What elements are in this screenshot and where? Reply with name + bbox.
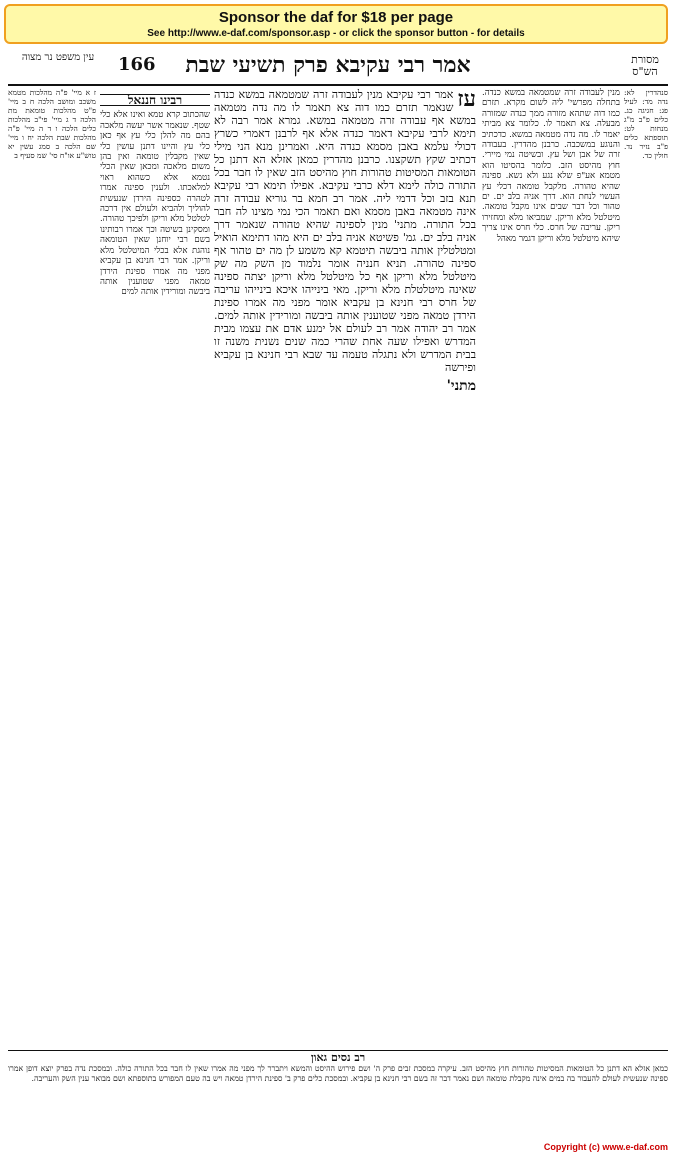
rashi-column: [482, 88, 620, 244]
rashi-text: מנין לעבודה זרה שמטמאה במשא כנדה. בתחלה מפרשי' ליה לשום מקרא. תזרם כמו דוה שתהא מזורה ממך כנדה שמזורה מבעלה. צא תאמר לו. כלומר צא מביתי יאמר לו. מה נדה מטמאה במשא. כדכתיב והנוגע במשכבה. כרבנן מהדרין. בעבודה זרה של אבן ושל עץ. ובשיטה נמי מיירי. חוץ מהיסט הזב. כלומר בהסיטו הוא מטמא אע"פ שלא נגע ולא נשא. ספינה שהיא טהורה. מלקבל טומאה דכלי עץ העשוי לנחת הוא. דרך אניה בלב ים. ים טהור וכל דבר שבים אינו מקבל טומאה. מיטלטל מלא וריקן. שמביאו מלא ומחזירו ריקן. עריבה של חרס. כלי חרס אינו צריך שיהא מיטלטל מלא וריקן דגמר מאהל: [482, 88, 620, 244]
folio-number: 166: [118, 54, 156, 75]
rav-nissim-gaon-section: [8, 1050, 668, 1121]
rav-nissim-gaon-text: כמאן אזלא הא דתנן כל הטומאות המסיטות טהורות חוץ מהיסט הזב. עיקרה במסכת זבים פרק ה' ושם פירוש ההיסט והמשא ויתברר לך מפני מה אמרו שאין לו חבר בכל התורה כולה. ובמסכת נדה בפרק יוצא דופן אמרו ספינה שנעשית לעולם להעבור בה במים אינה מקבלת טומאה ושם נאמר דבר זה בשם רבי חנינא בן עקביא. ובמסכת כלים פרק ב' ספינת הירדן טמאה ויש בה טעם המפורש בתוספתא ושם מבואר ענין השק והעריבה.: [8, 1064, 668, 1083]
sponsor-title[interactable]: Sponsor the daf for $18 per page: [218, 9, 454, 26]
opening-word: עז: [457, 88, 476, 112]
talmud-page: [8, 50, 668, 1142]
copyright-link[interactable]: Copyright (c) www.e-daf.com: [543, 1142, 668, 1152]
mishnah-marker: מתני': [446, 378, 476, 393]
right-margin-heading: מסורת הש"ס: [631, 53, 659, 78]
gemara-text: אמר רבי עקיבא מנין לעבודה זרה שמטמאה במשא כנדה שנאמר תזרם כמו דוה צא תאמר לו מה נדה מטמאה במשא אף עבודה זרה מטמאה במשא. גמרא אמר רבה לא תימא לרבי עקיבא דאמר כנדה אלא אף לרבנן דאמרי כשרץ דכולי עלמא באבן מסמא כנדה היא. ואמרינן מנא הני מילי דכתיב שקץ תשקצנו. כרבנן מהדרין כמאן אזלא הא דתנן כל הטומאות המסיטות טהורות חוץ מהיסט הזב שאין לו חבר בכל התורה כולה לימא דלא כרבי עקיבא. אפילו תימא רבי עקיבא תנא בזב וכל דדמי ליה. אמר רב חמא בר גוריא עבודה זרה אינה מטמאה באבן מסמא ואם תאמר הכי נמי מצינו לה חבר בכל התורה. מתני' מנין לספינה שהיא טהורה שנאמר דרך אניה בלב ים. גמ' פשיטא אניה בלב ים היא מהו דתימא הואיל ומטלטלין אותה ביבשה תיטמא קא משמע לן מה ים טהור אף ספינה טהורה. תניא חנניה אומר נלמוד מן השק מה שק מיטלטל מלא וריקן אף כל מיטלטל מלא וריקן יצתה ספינה שאינה מיטלטלת מלא וריקן. מאי בינייהו איכא בינייהו עריבה של חרס רבי חנינא בן עקביא אומר מפני מה אמרו ספינת הירדן טמאה מפני שטוענין אותה ביבשה ומורידין אותה למים. אמר רב יהודה אמר רב לעולם אל ימנע אדם את עצמו מבית המדרש ואפילו שעה אחת שהרי כמה שנים נשנית משנה זו בבית המדרש ולא נתגלה טעמה עד שבא רבי חנינא בן עקביא ופירשה: [214, 88, 476, 374]
page-header: [8, 50, 668, 86]
sponsor-subtitle[interactable]: See http://www.e-daf.com/sponsor.asp - or click the sponsor button - for details: [147, 28, 525, 39]
masoret-hashas-column: סנהדרין לא: נדה מד: לעיל פג: חגיגה כג. כלים פ"ב מ"ג מנחות לט: תוספתא כלים פ"ב נזיר נד. חולין כד.: [624, 88, 668, 160]
running-title: אמר רבי עקיבא פרק תשיעי שבת: [185, 52, 471, 78]
ein-mishpat-column: ז א מיי' פ"ה מהלכות מטמא משכב ומושב הלכה ח ב מיי' פ"ט מהלכות טומאת מת הלכה ד ג מיי' פי"ב מהלכות כלים הלכה ו ד ה מיי' פ"ה מהלכות שבת הלכה יח ו מיי' שם הלכה ב סמג עשין יא טוש"ע או"ח סי' שמ סעיף ב: [8, 88, 96, 160]
rabbenu-chananel-text: שהכתוב קרא טמא ואינו אלא כלי שטף. שנאמר אשר יעשה מלאכה בהם מה להלן כלי עץ אף כאן כלי עץ והיינו דתנן עושין כלי שאין מקבלין טומאה ואין בהן משום מלאכה ומכאן שאין הכלי נטמא אלא כשהוא ראוי למלאכתו. ולענין ספינה אמרו לטהרה כספינה הירדן שנעשית להוליך ולהביא ולעולם אין דרכה לטלטל מלא וריקן ולפיכך טהורה. ומסקינן בשיטה וכך אמרו רבותינו בשם רבי יוחנן שאין הטומאה נוהגת אלא בכלי המיטלטל מלא וריקן. אמר רבי חנינא בן עקביא מפני מה אמרו ספינת הירדן טמאה מפני שטוענין אותה ביבשה ומורידין אותה למים: [100, 110, 210, 298]
rabbenu-chananel-heading: רבינו חננאל: [100, 94, 210, 106]
left-margin-heading: עין משפט נר מצוה: [21, 52, 95, 63]
gemara-column: [214, 88, 476, 393]
sponsor-banner[interactable]: [4, 4, 668, 44]
rav-nissim-gaon-heading: רב נסים גאון: [310, 1051, 366, 1064]
rabbenu-chananel-column: [100, 88, 210, 298]
